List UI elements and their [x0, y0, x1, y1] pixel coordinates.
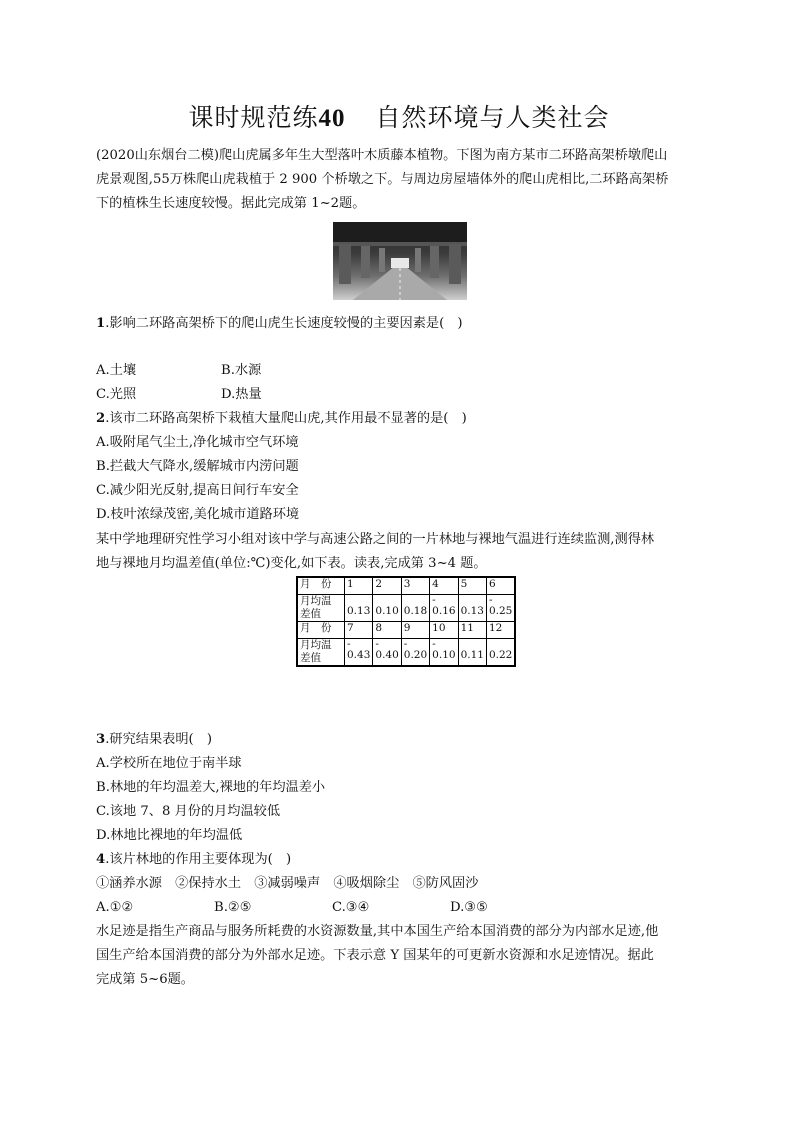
month-cell: 4	[430, 577, 458, 595]
month-cell: 12	[486, 622, 515, 639]
question-1	[96, 312, 702, 336]
question-4	[96, 848, 702, 896]
month-cell: 9	[401, 622, 429, 639]
value-cell: 0.13	[458, 595, 486, 622]
table-row-values-1	[297, 595, 515, 622]
q4-option-d[interactable]: D.③⑤	[450, 900, 488, 915]
q3-option-c[interactable]: C.该地 7、8 月份的月均温较低	[96, 804, 281, 819]
title-subject: 自然环境与人类社会	[375, 103, 610, 132]
intro2-line2: 地与裸地月均温差值(单位:℃)变化,如下表。读表,完成第 3~4 题。	[96, 556, 487, 571]
table-row-values-2	[297, 639, 515, 667]
q3-number: 3	[96, 732, 106, 747]
q1-option-b[interactable]: B.水源	[221, 363, 262, 378]
diff-header: 月均温 差值	[297, 639, 345, 667]
q4-number: 4	[96, 852, 106, 867]
q4-stem: .该片林地的作用主要体现为( )	[105, 852, 292, 867]
q2-stem: .该市二环路高架桥下栽植大量爬山虎,其作用最不显著的是( )	[105, 411, 467, 426]
value-cell: - 0.25	[486, 595, 515, 622]
value-cell: - 0.20	[401, 639, 429, 667]
month-header: 月 份	[297, 577, 345, 595]
month-cell: 6	[486, 577, 515, 595]
month-header: 月 份	[297, 622, 345, 639]
intro1-line2: 虎景观图,55万株爬山虎栽植于 2 900 个桥墩之下。与周边房屋墙体外的爬山虎相比,二环路高架桥	[96, 172, 669, 187]
month-cell: 7	[345, 622, 373, 639]
q1-option-a[interactable]: A.土壤	[96, 363, 137, 378]
q2-option-d[interactable]: D.枝叶浓绿茂密,美化城市道路环境	[96, 507, 300, 522]
value-cell: 0.13	[345, 595, 373, 622]
diff-header: 月均温 差值	[297, 595, 345, 622]
title-text: 课时规范练	[188, 103, 319, 132]
q3-stem: .研究结果表明( )	[105, 732, 212, 747]
intro3-line2: 国生产给本国消费的部分为外部水足迹。下表示意 Y 国某年的可更新水资源和水足迹情况。据此	[96, 948, 654, 963]
intro1-line1: (2020山东烟台二模)爬山虎属多年生大型落叶木质藤本植物。下图为南方某市二环路高架桥墩爬山	[96, 148, 668, 163]
title-number: 40	[318, 105, 346, 132]
intro1-line3: 下的植株生长速度较慢。据此完成第 1~2题。	[96, 196, 366, 211]
value-cell: 0.10	[373, 595, 401, 622]
month-cell: 11	[458, 622, 486, 639]
q4-option-b[interactable]: B.②⑤	[214, 900, 252, 915]
table-row-months-1	[297, 577, 515, 595]
question-3	[96, 728, 702, 848]
intro-passage-3	[96, 920, 702, 992]
value-cell: 0.18	[401, 595, 429, 622]
page-title	[96, 98, 702, 134]
overpass-ivy-photo	[333, 222, 467, 300]
q2-option-c[interactable]: C.减少阳光反射,提高日间行车安全	[96, 483, 299, 498]
q1-options-row1	[96, 359, 261, 383]
q2-option-a[interactable]: A.吸附尾气尘土,净化城市空气环境	[96, 435, 299, 450]
q4-option-a[interactable]: A.①②	[96, 900, 134, 915]
month-cell: 3	[401, 577, 429, 595]
q2-option-b[interactable]: B.拦截大气降水,缓解城市内涝问题	[96, 459, 299, 474]
intro3-line1: 水足迹是指生产商品与服务所耗费的水资源数量,其中本国生产给本国消费的部分为内部水足迹,他	[96, 924, 659, 939]
month-cell: 8	[373, 622, 401, 639]
q1-option-c[interactable]: C.光照	[96, 387, 137, 402]
q3-option-a[interactable]: A.学校所在地位于南半球	[96, 756, 242, 771]
month-cell: 5	[458, 577, 486, 595]
value-cell: - 0.10	[430, 639, 458, 667]
intro3-line3: 完成第 5~6题。	[96, 972, 194, 987]
intro-passage-2	[96, 528, 702, 576]
table-row-months-2	[297, 622, 515, 639]
q1-options-row2	[96, 383, 262, 407]
month-cell: 1	[345, 577, 373, 595]
q2-number: 2	[96, 411, 106, 426]
q4-items: ①涵养水源 ②保持水土 ③减弱噪声 ④吸烟除尘 ⑤防风固沙	[96, 876, 479, 891]
value-cell: 0.22	[486, 639, 515, 667]
q1-number: 1	[96, 316, 106, 331]
value-cell: 0.11	[458, 639, 486, 667]
overpass-photo-illustration	[333, 222, 467, 300]
q4-option-c[interactable]: C.③④	[332, 900, 370, 915]
intro-passage-1	[96, 144, 702, 216]
intro2-line1: 某中学地理研究性学习小组对该中学与高速公路之间的一片林地与裸地气温进行连续监测,测得林	[96, 532, 655, 547]
q3-option-d[interactable]: D.林地比裸地的年均温低	[96, 828, 243, 843]
question-2	[96, 407, 702, 527]
q3-option-b[interactable]: B.林地的年均温差大,裸地的年均温差小	[96, 780, 326, 795]
value-cell: - 0.40	[373, 639, 401, 667]
q4-options	[96, 896, 488, 920]
temperature-difference-table	[296, 576, 516, 667]
value-cell: - 0.43	[345, 639, 373, 667]
q1-stem: .影响二环路高架桥下的爬山虎生长速度较慢的主要因素是( )	[105, 316, 463, 331]
value-cell: - 0.16	[430, 595, 458, 622]
month-cell: 10	[430, 622, 458, 639]
q1-option-d[interactable]: D.热量	[221, 387, 262, 402]
month-cell: 2	[373, 577, 401, 595]
